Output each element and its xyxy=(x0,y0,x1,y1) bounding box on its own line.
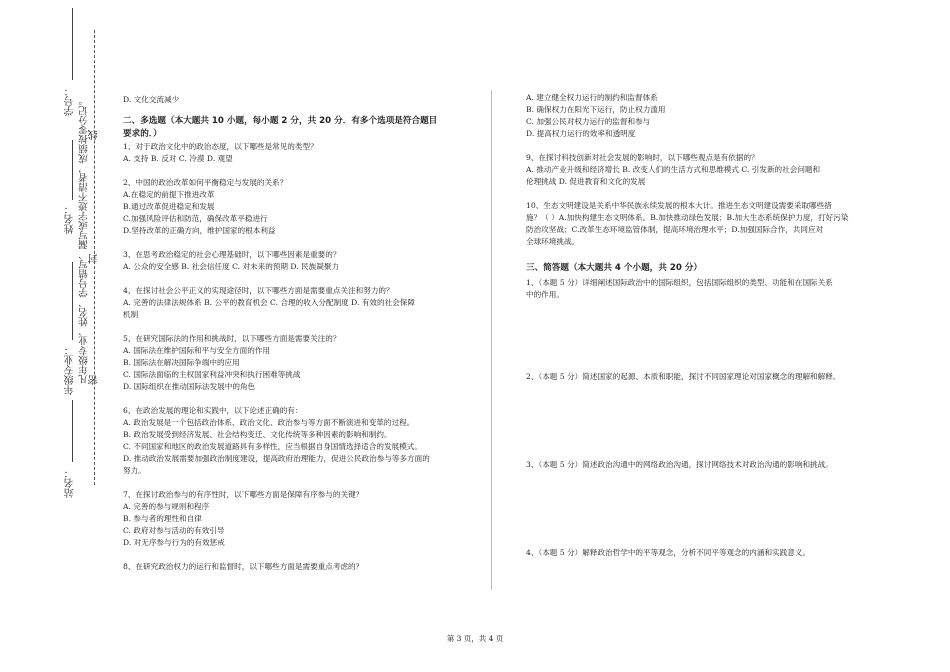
question-1-options: A. 支持 B. 反对 C. 冷漠 D. 观望 xyxy=(123,154,233,163)
question-8-option-a: A. 建立健全权力运行的制约和监督体系 xyxy=(526,93,658,102)
question-10-cont-2: 防治攻坚战；C.改革生态环境监管体制，提高环境治理水平；D.加强国际合作，共同应对 xyxy=(526,225,824,234)
question-2-option-d: D.坚持改革的正确方向，维护国家的根本利益 xyxy=(123,226,276,235)
page-number: 第 3 页，共 4 页 xyxy=(446,634,504,643)
section2-heading-cont: 要求的．） xyxy=(123,129,162,139)
name-line xyxy=(72,140,73,200)
question-5-option-c: C. 国际法面临的主权国家利益冲突和执行困难等挑战 xyxy=(123,370,301,379)
right-column xyxy=(526,92,848,559)
name-label: 姓名： xyxy=(65,204,76,234)
question-6-option-b: B. 政治发展受到经济发展、社会结构变迁、文化传统等多种因素的影响和制约。 xyxy=(123,430,392,439)
binding-warning: 凡年级专业、姓名、学号错写、漏写或字迹不清者，成绩按零分记。 xyxy=(79,96,90,384)
question-2: 2、中国的政治改革如何平衡稳定与发展的关系？ xyxy=(123,178,288,187)
question-10-cont-1: 施？（ ）A.加快构建生态文明体系。B.加快推动绿色发展；B.加大生态系统保护力度，打好污染 xyxy=(526,213,849,222)
question-6: 6、在政治发展的理论和实践中，以下论述正确的有： xyxy=(123,406,303,415)
short-answer-2: 2、（本题 5 分）简述国家的起源、本质和职能，探讨不同国家理论对国家概念的理解和解释。 xyxy=(526,372,841,381)
question-7-option-c: C. 政府对参与活动的有效引导 xyxy=(123,526,225,535)
section3-heading: 三、简答题（本大题共 4 个小题，共 20 分） xyxy=(526,263,703,273)
student-number-label: 学号： xyxy=(65,86,76,116)
major-line xyxy=(72,262,73,340)
question-5: 5、在研究国际法的作用和挑战时，以下哪些方面是需要关注的？ xyxy=(123,334,341,343)
school-line xyxy=(72,400,73,462)
question-8-option-c: C. 加强公民对权力运行的监督和参与 xyxy=(526,117,651,126)
question-2-option-b: B.通过改革促进稳定和发展 xyxy=(123,202,215,211)
question-6-option-a: A. 政治发展是一个包括政治体系、政治文化、政治参与等方面不断演进和变革的过程。 xyxy=(123,418,415,427)
question-5-option-a: A. 国际法在维护国际和平与安全方面的作用 xyxy=(123,346,270,355)
question-7: 7、在探讨政治参与的有序性时，以下哪些方面是保障有序参与的关键？ xyxy=(123,490,364,499)
question-3: 3、在思考政治稳定的社会心理基础时，以下哪些因素是重要的？ xyxy=(123,250,341,259)
question-7-option-d: D. 对无序参与行为的有效惩戒 xyxy=(123,538,225,547)
question-4: 4、在探讨社会公平正义的实现途径时，以下哪些方面是需要重点关注和努力的？ xyxy=(123,286,394,295)
short-answer-4: 4、（本题 5 分）解释政治哲学中的平等观念，分析不同平等观念的内涵和实践意义。 xyxy=(526,548,811,557)
binding-dashed-line xyxy=(94,30,95,485)
question-9-options: A. 推动产业升级和经济增长 B. 改变人们的生活方式和思维模式 C. 引发新的社会问题和 xyxy=(526,165,821,174)
question-4-options: A. 完善的法律法规体系 B. 公平的教育机会 C. 合理的收入分配制度 D. 有效的社会保障 xyxy=(123,298,415,307)
question-5-option-b: B. 国际法在解决国际争端中的应用 xyxy=(123,358,240,367)
question-6-option-d: D. 推动政治发展需要加强政治制度建设，提高政府治理能力，促进公民政治参与等多方面的 xyxy=(123,454,430,463)
question-2-option-c: C.加强风险评估和防范，确保改革平稳进行 xyxy=(123,214,268,223)
prev-question-tail: D. 文化交流减少 xyxy=(123,95,180,104)
binding-xian-mark: 线 xyxy=(89,130,100,140)
short-answer-3: 3、（本题 5 分）简述政治沟通中的网络政治沟通，探讨网络技术对政治沟通的影响和挑战。 xyxy=(526,460,833,469)
question-4-options-cont: 机制 xyxy=(123,310,139,319)
question-7-option-b: B. 参与者的理性和自律 xyxy=(123,514,202,523)
question-2-option-a: A.在稳定的前提下推进改革 xyxy=(123,190,215,199)
question-8-option-d: D. 提高权力运行的效率和透明度 xyxy=(526,129,636,138)
major-label: 年级专业： xyxy=(65,345,76,395)
question-8: 8、在研究政治权力的运行和监督时，以下哪些方面是需要重点考虑的？ xyxy=(123,562,364,571)
short-answer-1-cont: 中的作用。 xyxy=(526,290,564,299)
question-10: 10、生态文明建设是关系中华民族永续发展的根本大计。推进生态文明建设需要采取哪些措 xyxy=(526,201,832,210)
binding-seal-mark: 密 xyxy=(89,375,100,385)
short-answer-1: 1、（本题 5 分）详细阐述国际政治中的国际组织，包括国际组织的类型、功能和在国际关系 xyxy=(526,278,833,287)
section2-heading: 二、多选题（本大题共 10 小题，每小题 2 分，共 20 分．有多个选项是符合题目 xyxy=(123,116,438,126)
question-9-options-cont: 伦理挑战 D. 促进教育和文化的发展 xyxy=(526,177,646,186)
question-5-option-d: D. 国际组织在推动国际法发展中的角色 xyxy=(123,382,256,391)
school-label: 站名： xyxy=(65,468,76,498)
student-number-line xyxy=(72,8,73,80)
question-9: 9、在探讨科技创新对社会发展的影响时，以下哪些观点是有依据的？ xyxy=(526,153,759,162)
question-10-cont-3: 全球环境挑战。 xyxy=(526,237,580,246)
left-column xyxy=(123,92,437,573)
question-7-option-a: A. 完善的参与规则和程序 xyxy=(123,502,210,511)
question-8-option-b: B. 确保权力在阳光下运行，防止权力滥用 xyxy=(526,105,666,114)
question-6-option-d-cont: 努力。 xyxy=(123,466,146,475)
question-3-options: A. 公众的安全感 B. 社会信任度 C. 对未来的预期 D. 民族凝聚力 xyxy=(123,262,340,271)
question-1: 1、对于政治文化中的政治态度，以下哪些是常见的类型？ xyxy=(123,142,318,151)
question-6-option-c: C. 不同国家和地区的政治发展道路具有多样性，应当根据自身国情选择适合的发展模式。 xyxy=(123,442,422,451)
binding-feng-mark: 封 xyxy=(89,254,100,264)
column-divider xyxy=(491,90,492,590)
